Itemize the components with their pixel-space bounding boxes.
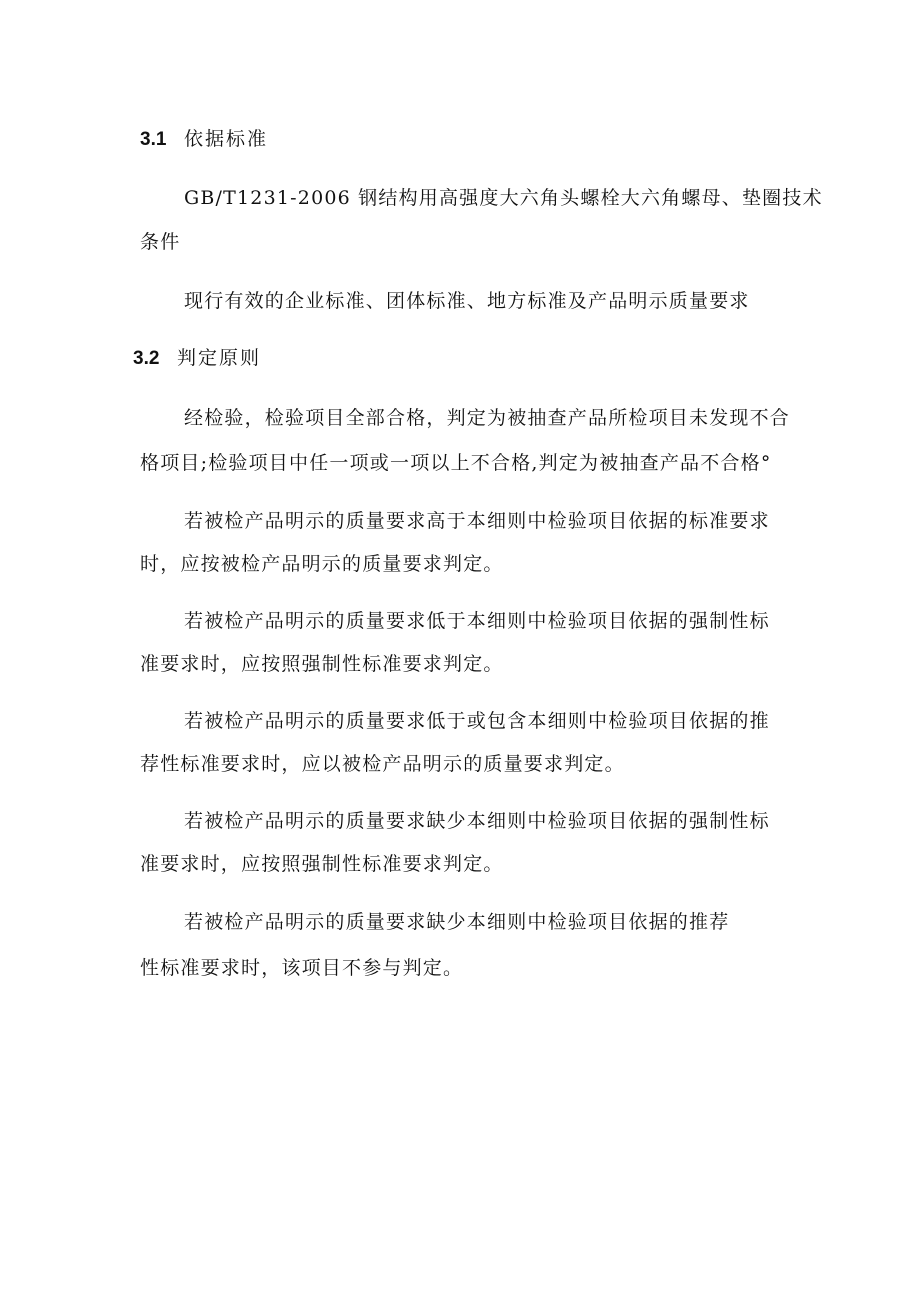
paragraph-line: 性标准要求时，该项目不参与判定。 <box>140 957 464 979</box>
paragraph-line: 经检验，检验项目全部合格，判定为被抽查产品所检项目未发现不合 <box>184 407 791 429</box>
section-number: 3.1 <box>140 129 167 150</box>
section-title: 判定原则 <box>177 347 262 369</box>
paragraph-line: 若被检产品明示的质量要求低于或包含本细则中检验项目依据的推 <box>184 710 770 732</box>
paragraph-line: 若被检产品明示的质量要求缺少本细则中检验项目依据的强制性标 <box>184 810 770 832</box>
paragraph-line: 若被检产品明示的质量要求高于本细则中检验项目依据的标准要求 <box>184 510 770 532</box>
paragraph-line: 时，应按被检产品明示的质量要求判定。 <box>140 553 504 575</box>
paragraph-line: 准要求时，应按照强制性标准要求判定。 <box>140 853 504 875</box>
paragraph-line: 若被检产品明示的质量要求低于本细则中检验项目依据的强制性标 <box>184 610 770 632</box>
paragraph-line: 准要求时，应按照强制性标准要求判定。 <box>140 653 504 675</box>
paragraph-line: 格项目;检验项目中任一项或一项以上不合格,判定为被抽查产品不合格° <box>140 452 772 474</box>
paragraph-line: 条件 <box>140 231 181 253</box>
section-title: 依据标准 <box>184 128 269 150</box>
section-number: 3.2 <box>133 348 160 369</box>
paragraph-line: GB/T1231-2006 钢结构用高强度大六角头螺栓大六角螺母、垫圈技术 <box>184 187 823 209</box>
paragraph-line: 荐性标准要求时，应以被检产品明示的质量要求判定。 <box>140 753 625 775</box>
section-3-2-heading <box>133 344 261 373</box>
section-3-1-heading <box>140 125 268 154</box>
paragraph-line: 现行有效的企业标准、团体标准、地方标准及产品明示质量要求 <box>184 290 750 312</box>
paragraph-line: 若被检产品明示的质量要求缺少本细则中检验项目依据的推荐 <box>184 911 730 933</box>
